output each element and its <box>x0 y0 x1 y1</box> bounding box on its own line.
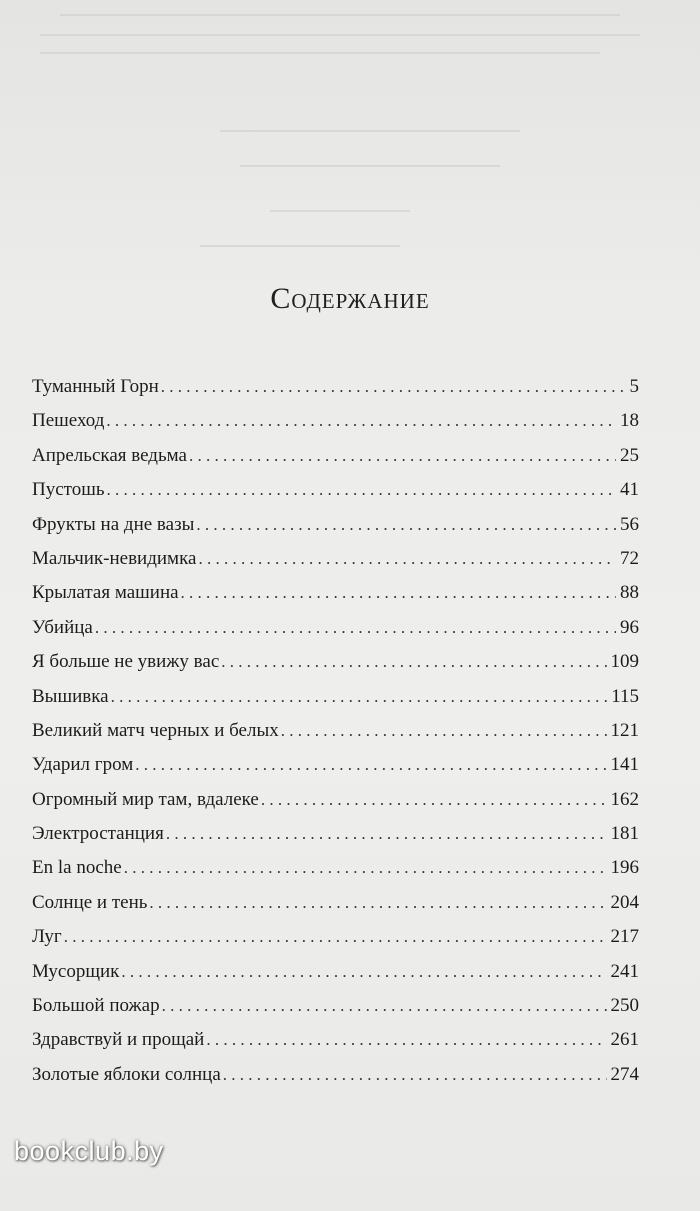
toc-leader-dots <box>107 473 616 507</box>
toc-entry-page: 18 <box>620 410 639 432</box>
toc-leader-dots <box>261 783 607 817</box>
toc-entry-title: En la noche <box>32 857 122 879</box>
toc-leader-dots <box>196 508 616 542</box>
toc-leader-dots <box>221 645 606 679</box>
toc-leader-dots <box>124 851 607 885</box>
toc-leader-dots <box>95 611 616 645</box>
toc-entry-page: 109 <box>610 651 639 673</box>
toc-leader-dots <box>149 886 606 920</box>
watermark: bookclub.by <box>14 1136 164 1166</box>
toc-leader-dots <box>64 920 607 954</box>
toc-entry-title: Мусорщик <box>32 960 120 982</box>
toc-entry <box>32 1023 639 1057</box>
toc-entry <box>32 508 639 542</box>
bleed-through-line <box>40 34 640 36</box>
toc-leader-dots <box>111 680 608 714</box>
toc-leader-dots <box>223 1058 607 1092</box>
toc-entry-title: Вышивка <box>32 685 109 707</box>
bleed-through-line <box>240 165 500 167</box>
toc-entry-page: 88 <box>620 582 639 604</box>
toc-entry-title: Пустошь <box>32 479 105 501</box>
bleed-through-line <box>220 130 520 132</box>
toc-entry-page: 72 <box>620 547 639 569</box>
toc-entry-page: 261 <box>610 1029 639 1051</box>
toc-entry <box>32 473 639 507</box>
toc-entry <box>32 920 639 954</box>
toc-leader-dots <box>106 404 616 438</box>
toc-leader-dots <box>121 955 606 989</box>
toc-entry-page: 217 <box>610 926 639 948</box>
toc-entry-title: Электростанция <box>32 823 164 845</box>
toc-entry-page: 250 <box>610 995 639 1017</box>
toc-entry-title: Луг <box>32 926 62 948</box>
toc-entry <box>32 645 639 679</box>
toc-entry-title: Крылатая машина <box>32 582 179 604</box>
toc-entry-page: 96 <box>620 616 639 638</box>
toc-entry-title: Убийца <box>32 616 93 638</box>
toc-entry <box>32 542 639 576</box>
toc-leader-dots <box>162 989 607 1023</box>
toc-entry <box>32 404 639 438</box>
table-of-contents <box>32 370 639 1092</box>
toc-entry-title: Большой пожар <box>32 995 160 1017</box>
toc-leader-dots <box>281 714 607 748</box>
toc-entry-page: 162 <box>610 788 639 810</box>
toc-entry-page: 204 <box>610 891 639 913</box>
toc-entry <box>32 680 639 714</box>
toc-entry-page: 5 <box>629 376 639 397</box>
toc-entry <box>32 611 639 645</box>
toc-entry <box>32 714 639 748</box>
bleed-through-line <box>40 52 600 54</box>
bleed-through-line <box>60 14 620 16</box>
toc-entry <box>32 851 639 885</box>
toc-entry-title: Я больше не увижу вас <box>32 651 220 673</box>
toc-entry-title: Пешеход <box>32 410 105 432</box>
toc-entry <box>32 370 639 404</box>
toc-entry <box>32 576 639 610</box>
toc-entry <box>32 955 639 989</box>
toc-leader-dots <box>135 748 606 782</box>
toc-leader-dots <box>161 370 626 404</box>
toc-entry <box>32 439 639 473</box>
toc-entry-title: Великий матч черных и белых <box>32 719 279 741</box>
toc-entry <box>32 886 639 920</box>
toc-entry <box>32 817 639 851</box>
toc-entry <box>32 1058 639 1092</box>
toc-entry-title: Огромный мир там, вдалеке <box>32 788 259 810</box>
toc-entry-title: Фрукты на дне вазы <box>32 513 195 535</box>
toc-entry <box>32 989 639 1023</box>
toc-entry <box>32 783 639 817</box>
toc-entry-title: Здравствуй и прощай <box>32 1029 205 1051</box>
page-title: Содержание <box>270 282 430 315</box>
toc-entry-title: Мальчик-невидимка <box>32 547 197 569</box>
toc-entry-title: Туманный Горн <box>32 376 159 397</box>
toc-entry-page: 25 <box>620 444 639 466</box>
bleed-through-line <box>200 245 400 247</box>
toc-entry-page: 196 <box>610 857 639 879</box>
toc-entry-title: Апрельская ведьма <box>32 444 187 466</box>
toc-entry-title: Ударил гром <box>32 754 134 776</box>
toc-entry-page: 274 <box>610 1063 639 1085</box>
toc-entry-page: 241 <box>610 960 639 982</box>
toc-leader-dots <box>166 817 607 851</box>
toc-leader-dots <box>189 439 616 473</box>
toc-entry-page: 115 <box>611 685 639 707</box>
toc-entry-page: 56 <box>620 513 639 535</box>
toc-leader-dots <box>198 542 616 576</box>
toc-leader-dots <box>181 576 616 610</box>
toc-leader-dots <box>206 1023 606 1057</box>
toc-entry <box>32 748 639 782</box>
toc-entry-page: 41 <box>620 479 639 501</box>
bleed-through-line <box>270 210 410 212</box>
toc-entry-page: 121 <box>610 719 639 741</box>
toc-entry-page: 141 <box>610 754 639 776</box>
toc-entry-title: Солнце и тень <box>32 891 148 913</box>
toc-entry-title: Золотые яблоки солнца <box>32 1063 221 1085</box>
toc-entry-page: 181 <box>610 823 639 845</box>
